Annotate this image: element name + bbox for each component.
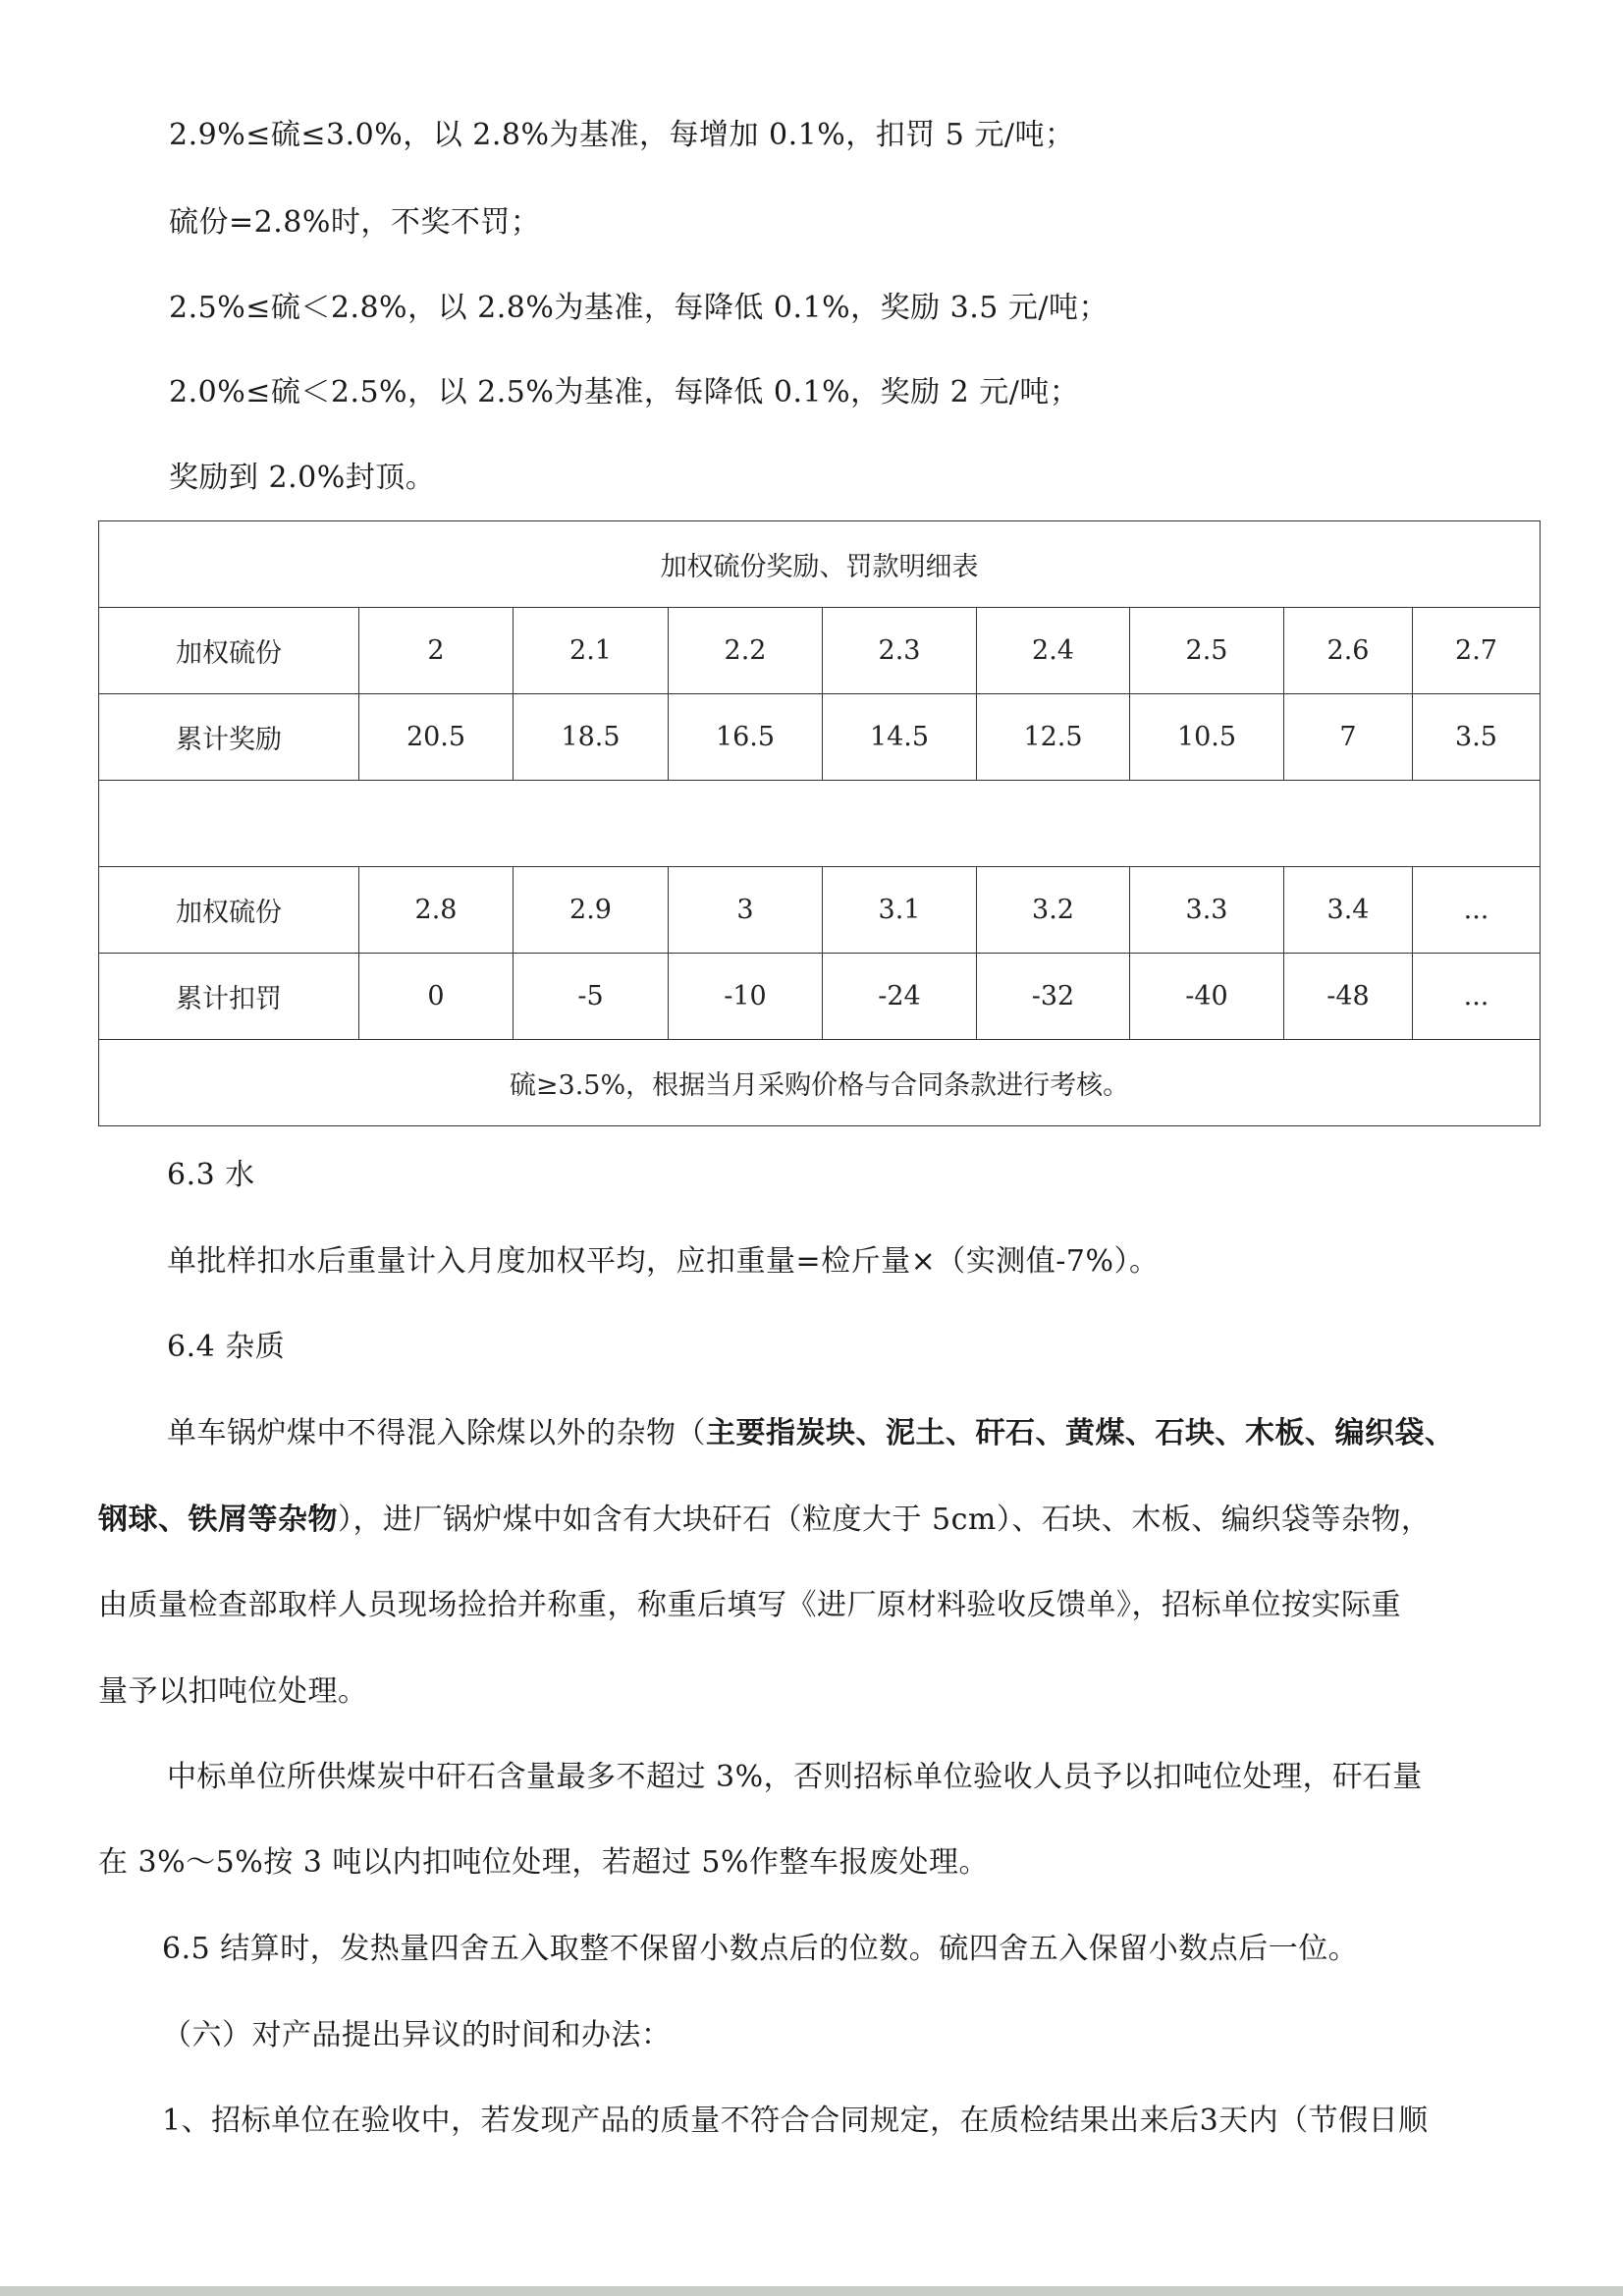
table-cell: 3.4 — [1284, 867, 1413, 954]
impurities-line-3: 由质量检查部取样人员现场捡拾并称重，称重后填写《进厂原材料验收反馈单》，招标单位按实际重 — [98, 1588, 1401, 1622]
table-spacer-cell — [99, 781, 1541, 867]
section-heading-objections: （六）对产品提出异议的时间和办法： — [162, 2018, 672, 2052]
table-cell: 16.5 — [669, 694, 823, 781]
table-cell: 2 — [359, 608, 514, 694]
table-spacer-row — [99, 781, 1541, 867]
table-cell: 18.5 — [514, 694, 669, 781]
sulfur-rule-reward-high: 2.5%≤硫＜2.8%，以 2.8%为基准，每降低 0.1%，奖励 3.5 元/吨； — [169, 291, 1109, 325]
table-cell: -48 — [1284, 954, 1413, 1040]
table-cell: ... — [1413, 867, 1541, 954]
objection-item-1: 1、招标单位在验收中，若发现产品的质量不符合合同规定，在质检结果出来后3天内（节假日顺 — [162, 2104, 1429, 2138]
impurities-list-bold-end: 钢球、铁屑等杂物 — [98, 1503, 338, 1537]
table-cell: 14.5 — [823, 694, 977, 781]
section-heading-impurities: 6.4 杂质 — [167, 1330, 286, 1364]
impurities-line-1 — [167, 1414, 1455, 1453]
scan-edge — [0, 2286, 1623, 2296]
water-deduction-text: 单批样扣水后重量计入月度加权平均，应扣重量=检斤量×（实测值-7%）。 — [167, 1244, 1160, 1279]
row-label: 累计奖励 — [99, 694, 359, 781]
settlement-rounding-text: 6.5 结算时，发热量四舍五入取整不保留小数点后的位数。硫四舍五入保留小数点后一位。 — [162, 1932, 1359, 1966]
table-cell: ... — [1413, 954, 1541, 1040]
table-title-row — [99, 521, 1541, 608]
table-cell: 2.5 — [1130, 608, 1284, 694]
table-footer-row — [99, 1040, 1541, 1126]
table-cell: 2.3 — [823, 608, 977, 694]
impurities-intro: 单车锅炉煤中不得混入除煤以外的杂物（ — [167, 1416, 706, 1450]
table-row — [99, 608, 1541, 694]
table-cell: 3.2 — [977, 867, 1130, 954]
sulfur-reward-penalty-table — [98, 520, 1541, 1126]
sulfur-rule-penalty: 2.9%≤硫≤3.0%，以 2.8%为基准，每增加 0.1%，扣罚 5 元/吨； — [169, 118, 1075, 152]
table-cell: 3.5 — [1413, 694, 1541, 781]
table-cell: 20.5 — [359, 694, 514, 781]
sulfur-rule-cap: 奖励到 2.0%封顶。 — [169, 461, 436, 495]
table-cell: 2.9 — [514, 867, 669, 954]
table-cell: 2.7 — [1413, 608, 1541, 694]
table-cell: -5 — [514, 954, 669, 1040]
table-cell: 2.8 — [359, 867, 514, 954]
table-cell: 12.5 — [977, 694, 1130, 781]
row-label: 加权硫份 — [99, 608, 359, 694]
row-label: 加权硫份 — [99, 867, 359, 954]
table-row — [99, 867, 1541, 954]
table-cell: -10 — [669, 954, 823, 1040]
table-cell: -24 — [823, 954, 977, 1040]
table-cell: 0 — [359, 954, 514, 1040]
impurities-line-4: 量予以扣吨位处理。 — [98, 1674, 368, 1709]
table-cell: 7 — [1284, 694, 1413, 781]
sulfur-rule-neutral: 硫份=2.8%时，不奖不罚； — [169, 205, 541, 240]
table-title: 加权硫份奖励、罚款明细表 — [99, 521, 1541, 608]
gangue-limit-line-2: 在 3%～5%按 3 吨以内扣吨位处理，若超过 5%作整车报废处理。 — [98, 1845, 990, 1880]
table-row — [99, 694, 1541, 781]
table-cell: 3 — [669, 867, 823, 954]
impurities-list-bold: 主要指炭块、泥土、矸石、黄煤、石块、木板、编织袋、 — [706, 1416, 1455, 1450]
table-cell: 2.1 — [514, 608, 669, 694]
sulfur-rule-reward-low: 2.0%≤硫＜2.5%，以 2.5%为基准，每降低 0.1%，奖励 2 元/吨； — [169, 375, 1080, 410]
table-cell: 3.1 — [823, 867, 977, 954]
table-cell: -32 — [977, 954, 1130, 1040]
impurities-line-2 — [98, 1501, 1431, 1540]
impurities-continuation: ），进厂锅炉煤中如含有大块矸石（粒度大于 5cm）、石块、木板、编织袋等杂物， — [338, 1503, 1432, 1537]
table-cell: 2.6 — [1284, 608, 1413, 694]
table-cell: -40 — [1130, 954, 1284, 1040]
section-heading-water: 6.3 水 — [167, 1158, 255, 1192]
table-footer: 硫≥3.5%，根据当月采购价格与合同条款进行考核。 — [99, 1040, 1541, 1126]
table-cell: 3.3 — [1130, 867, 1284, 954]
table-cell: 10.5 — [1130, 694, 1284, 781]
table-cell: 2.4 — [977, 608, 1130, 694]
row-label: 累计扣罚 — [99, 954, 359, 1040]
table-cell: 2.2 — [669, 608, 823, 694]
table-row — [99, 954, 1541, 1040]
gangue-limit-line-1: 中标单位所供煤炭中矸石含量最多不超过 3%，否则招标单位验收人员予以扣吨位处理，矸石量 — [167, 1760, 1423, 1794]
